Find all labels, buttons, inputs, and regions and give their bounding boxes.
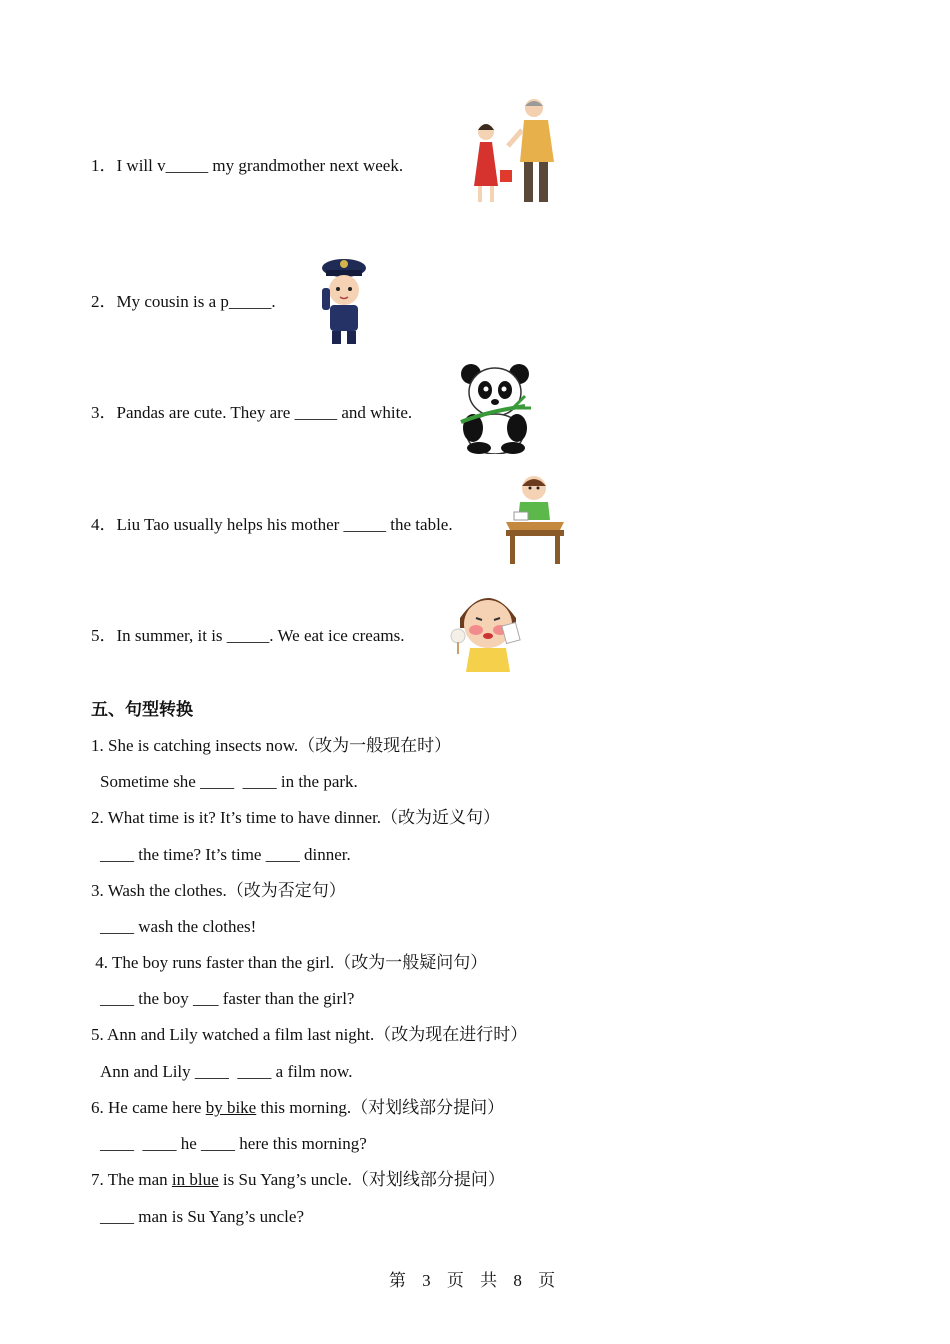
question-7 xyxy=(91,1169,505,1191)
answer-6: ____ ____ he ____ here this morning? xyxy=(100,1134,367,1153)
picture-question-3: 3．Pandas are cute. They are _____ and white. xyxy=(91,403,413,422)
answer-4: ____ the boy ___ faster than the girl? xyxy=(100,989,355,1008)
panda-icon xyxy=(455,362,537,454)
question-6-post: this morning.（对划线部分提问） xyxy=(256,1098,505,1117)
policeman-saluting-icon xyxy=(316,254,370,346)
answer-7: ____ man is Su Yang’s uncle? xyxy=(100,1207,304,1226)
question-6 xyxy=(91,1097,504,1119)
picture-question-2: 2．My cousin is a p_____. xyxy=(91,292,276,311)
question-6-underlined: by bike xyxy=(205,1098,257,1117)
question-4: 4. The boy runs faster than the girl.（改为一般疑问句） xyxy=(91,953,488,972)
section-heading: 五、句型转换 xyxy=(91,700,193,720)
boy-cleaning-table-icon xyxy=(502,472,568,566)
question-2: 2. What time is it? It’s time to have dinner.（改为近义句） xyxy=(91,808,501,827)
hot-girl-wiping-sweat-icon xyxy=(448,584,528,672)
page-footer: 第 3 页 共 8 页 xyxy=(388,1271,562,1290)
question-3: 3. Wash the clothes.（改为否定句） xyxy=(91,881,346,900)
question-7-pre: 7. The man xyxy=(91,1170,172,1189)
question-7-underlined: in blue xyxy=(171,1170,219,1189)
question-5: 5. Ann and Lily watched a film last night.（改为现在进行时） xyxy=(91,1025,528,1044)
answer-1: Sometime she ____ ____ in the park. xyxy=(100,772,358,791)
question-6-pre: 6. He came here xyxy=(91,1098,206,1117)
answer-5: Ann and Lily ____ ____ a film now. xyxy=(100,1062,353,1081)
answer-2: ____ the time? It’s time ____ dinner. xyxy=(100,845,351,864)
picture-question-1: 1．I will v_____ my grandmother next week. xyxy=(91,156,404,175)
girl-visiting-grandmother-icon xyxy=(462,96,570,210)
picture-question-4: 4．Liu Tao usually helps his mother _____ the table. xyxy=(91,515,453,534)
picture-question-5: 5．In summer, it is _____. We eat ice creams. xyxy=(91,626,405,645)
answer-3: ____ wash the clothes! xyxy=(100,917,257,936)
question-1: 1. She is catching insects now.（改为一般现在时） xyxy=(91,736,452,755)
question-7-post: is Su Yang’s uncle.（对划线部分提问） xyxy=(218,1170,505,1189)
